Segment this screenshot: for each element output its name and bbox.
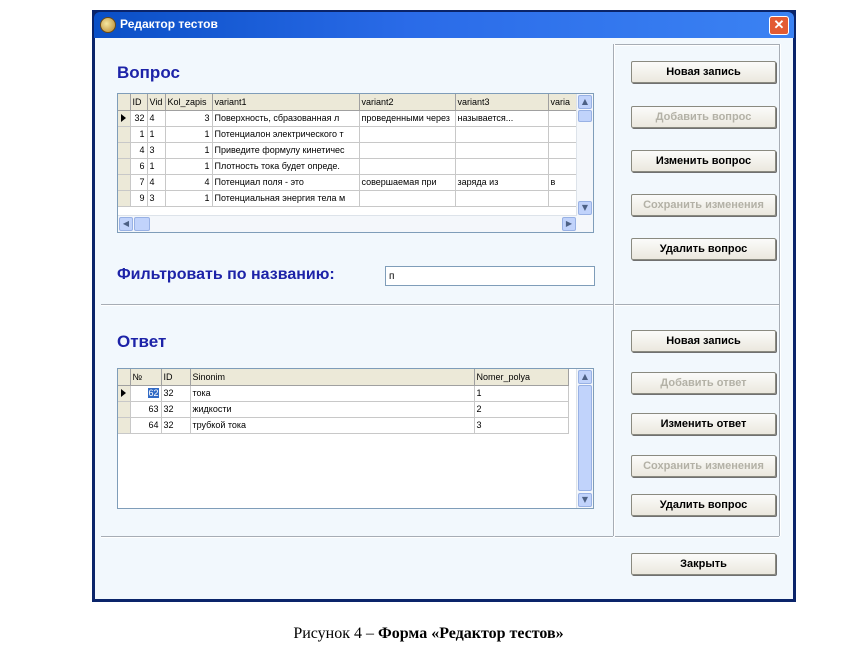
- questions-table: [118, 94, 578, 207]
- cell-id[interactable]: 9: [130, 190, 147, 206]
- question-section-title: Вопрос: [117, 63, 180, 82]
- app-icon: [100, 17, 116, 33]
- test-editor-window: [92, 10, 796, 602]
- cell-id[interactable]: 6: [130, 158, 147, 174]
- cell-vid[interactable]: 4: [147, 110, 165, 126]
- table-row[interactable]: [118, 158, 577, 174]
- column-header-variant2[interactable]: variant2: [359, 94, 455, 110]
- add-question-button[interactable]: Добавить вопрос: [631, 106, 776, 128]
- cell-vid[interactable]: 4: [147, 174, 165, 190]
- figure-caption: [0, 625, 857, 643]
- table-row[interactable]: [118, 385, 568, 401]
- column-header-id[interactable]: ID: [130, 94, 147, 110]
- cell-variant1[interactable]: Поверхность, сбразованная л: [212, 110, 359, 126]
- window-title: Редактор тестов: [120, 17, 218, 31]
- column-header-variant4[interactable]: varia: [548, 94, 577, 110]
- cell-variant4[interactable]: в: [548, 174, 577, 190]
- cell-nomer-polya[interactable]: 1: [474, 385, 568, 401]
- vertical-divider: [613, 44, 615, 536]
- bottom-divider: [101, 536, 613, 538]
- questions-vertical-scrollbar[interactable]: [576, 94, 593, 216]
- row-indicator: [118, 190, 130, 206]
- cell-variant4[interactable]: [548, 142, 577, 158]
- answer-new-record-button[interactable]: Новая запись: [631, 330, 776, 352]
- questions-header-row: [118, 94, 577, 110]
- edit-question-button[interactable]: Изменить вопрос: [631, 150, 776, 172]
- right-top-frame: [615, 44, 779, 46]
- answers-grid[interactable]: [117, 368, 594, 509]
- indicator-header: [118, 369, 130, 385]
- cell-variant1[interactable]: Потенциалон электрического т: [212, 126, 359, 142]
- row-indicator: [118, 126, 130, 142]
- cell-id[interactable]: 32: [161, 385, 190, 401]
- cell-sinonim[interactable]: тока: [190, 385, 474, 401]
- cell-variant1[interactable]: Приведите формулу кинетичес: [212, 142, 359, 158]
- cell-id[interactable]: 32: [130, 110, 147, 126]
- cell-nomer-polya[interactable]: 2: [474, 401, 568, 417]
- cell-kol-zapis[interactable]: 1: [165, 158, 212, 174]
- current-row-indicator: [118, 385, 130, 401]
- table-row[interactable]: [118, 417, 568, 433]
- scroll-up-arrow-icon[interactable]: ▲: [578, 370, 592, 384]
- cell-kol-zapis[interactable]: 1: [165, 126, 212, 142]
- scroll-right-arrow-icon[interactable]: ▶: [562, 217, 576, 231]
- scroll-down-arrow-icon[interactable]: ▼: [578, 201, 592, 215]
- close-window-button[interactable]: ✕: [769, 16, 789, 35]
- client-area: [95, 38, 793, 599]
- title-bar[interactable]: [94, 12, 794, 38]
- caption-title: Форма «Редактор тестов»: [378, 625, 564, 642]
- column-header-vid[interactable]: Vid: [147, 94, 165, 110]
- column-header-kol-zapis[interactable]: Kol_zapis: [165, 94, 212, 110]
- table-row[interactable]: [118, 126, 577, 142]
- row-indicator: [118, 142, 130, 158]
- cell-variant3[interactable]: называется...: [455, 110, 548, 126]
- indicator-header: [118, 94, 130, 110]
- cell-variant3[interactable]: [455, 158, 548, 174]
- column-header-nomer-polya[interactable]: Nomer_polya: [474, 369, 568, 385]
- cell-nomer-polya[interactable]: 3: [474, 417, 568, 433]
- row-indicator: [118, 417, 130, 433]
- cell-id[interactable]: 7: [130, 174, 147, 190]
- cell-variant4[interactable]: [548, 126, 577, 142]
- horizontal-scroll-thumb[interactable]: [134, 217, 150, 231]
- row-indicator: [118, 174, 130, 190]
- row-indicator: [118, 158, 130, 174]
- column-header-number[interactable]: №: [130, 369, 161, 385]
- table-row[interactable]: [118, 110, 577, 126]
- table-row[interactable]: [118, 190, 577, 206]
- filter-label: Фильтровать по названию:: [117, 266, 335, 283]
- column-header-variant1[interactable]: variant1: [212, 94, 359, 110]
- questions-horizontal-scrollbar[interactable]: [118, 215, 577, 232]
- cell-kol-zapis[interactable]: 1: [165, 142, 212, 158]
- cell-id[interactable]: 4: [130, 142, 147, 158]
- cell-vid[interactable]: 1: [147, 158, 165, 174]
- cell-variant3[interactable]: заряда из: [455, 174, 548, 190]
- cell-variant1[interactable]: Потенциальная энергия тела м: [212, 190, 359, 206]
- vertical-scroll-thumb[interactable]: [578, 385, 592, 491]
- column-header-id[interactable]: ID: [161, 369, 190, 385]
- cell-number[interactable]: 63: [130, 401, 161, 417]
- scroll-left-arrow-icon[interactable]: ◀: [119, 217, 133, 231]
- cell-id[interactable]: 1: [130, 126, 147, 142]
- scroll-down-arrow-icon[interactable]: ▼: [578, 493, 592, 507]
- answer-section-title: Ответ: [117, 332, 167, 351]
- cell-variant4[interactable]: [548, 158, 577, 174]
- cell-variant2[interactable]: совершаемая при: [359, 174, 455, 190]
- column-header-sinonim[interactable]: Sinonim: [190, 369, 474, 385]
- right-bottom-frame: [615, 536, 779, 538]
- cell-id[interactable]: 32: [161, 401, 190, 417]
- cell-variant4[interactable]: [548, 190, 577, 206]
- cell-vid[interactable]: 3: [147, 142, 165, 158]
- vertical-scroll-thumb[interactable]: [578, 110, 592, 122]
- column-header-variant3[interactable]: variant3: [455, 94, 548, 110]
- scroll-up-arrow-icon[interactable]: ▲: [578, 95, 592, 109]
- cell-kol-zapis[interactable]: 4: [165, 174, 212, 190]
- question-save-changes-button[interactable]: Сохранить изменения: [631, 194, 776, 216]
- cell-number[interactable]: 64: [130, 417, 161, 433]
- scroll-corner: [577, 216, 593, 232]
- cell-vid[interactable]: 1: [147, 126, 165, 142]
- row-pointer-icon: [121, 114, 126, 122]
- table-row[interactable]: [118, 401, 568, 417]
- row-pointer-icon: [121, 389, 126, 397]
- question-answer-divider: [101, 304, 613, 306]
- delete-answer-button[interactable]: Удалить вопрос: [631, 494, 776, 516]
- right-frame-edge: [779, 44, 781, 536]
- cell-vid[interactable]: 3: [147, 190, 165, 206]
- add-answer-button[interactable]: Добавить ответ: [631, 372, 776, 394]
- selected-cell-value: 62: [148, 388, 159, 398]
- edit-answer-button[interactable]: Изменить ответ: [631, 413, 776, 435]
- cell-variant1[interactable]: Потенциал поля - это: [212, 174, 359, 190]
- cell-id[interactable]: 32: [161, 417, 190, 433]
- cell-variant3[interactable]: [455, 126, 548, 142]
- delete-question-button[interactable]: Удалить вопрос: [631, 238, 776, 260]
- right-middle-divider: [615, 304, 779, 306]
- cell-sinonim[interactable]: трубкой тока: [190, 417, 474, 433]
- question-new-record-button[interactable]: Новая запись: [631, 61, 776, 83]
- cell-variant1[interactable]: Плотность тока будет опреде.: [212, 158, 359, 174]
- answers-header-row: [118, 369, 568, 385]
- cell-variant4[interactable]: [548, 110, 577, 126]
- cell-kol-zapis[interactable]: 3: [165, 110, 212, 126]
- cell-number[interactable]: [130, 385, 161, 401]
- answers-table: [118, 369, 569, 434]
- table-row[interactable]: [118, 142, 577, 158]
- row-indicator: [118, 401, 130, 417]
- answers-vertical-scrollbar[interactable]: [576, 369, 593, 508]
- cell-variant2[interactable]: [359, 158, 455, 174]
- cell-variant3[interactable]: [455, 142, 548, 158]
- cell-sinonim[interactable]: жидкости: [190, 401, 474, 417]
- filter-input[interactable]: [385, 266, 595, 286]
- close-button[interactable]: Закрыть: [631, 553, 776, 575]
- table-row[interactable]: [118, 174, 577, 190]
- cell-kol-zapis[interactable]: 1: [165, 190, 212, 206]
- caption-prefix: Рисунок 4 –: [293, 625, 379, 642]
- current-row-indicator: [118, 110, 130, 126]
- cell-variant2[interactable]: [359, 126, 455, 142]
- cell-variant2[interactable]: проведенными через: [359, 110, 455, 126]
- cell-variant3[interactable]: [455, 190, 548, 206]
- questions-grid[interactable]: [117, 93, 594, 233]
- cell-variant2[interactable]: [359, 142, 455, 158]
- answer-save-changes-button[interactable]: Сохранить изменения: [631, 455, 776, 477]
- cell-variant2[interactable]: [359, 190, 455, 206]
